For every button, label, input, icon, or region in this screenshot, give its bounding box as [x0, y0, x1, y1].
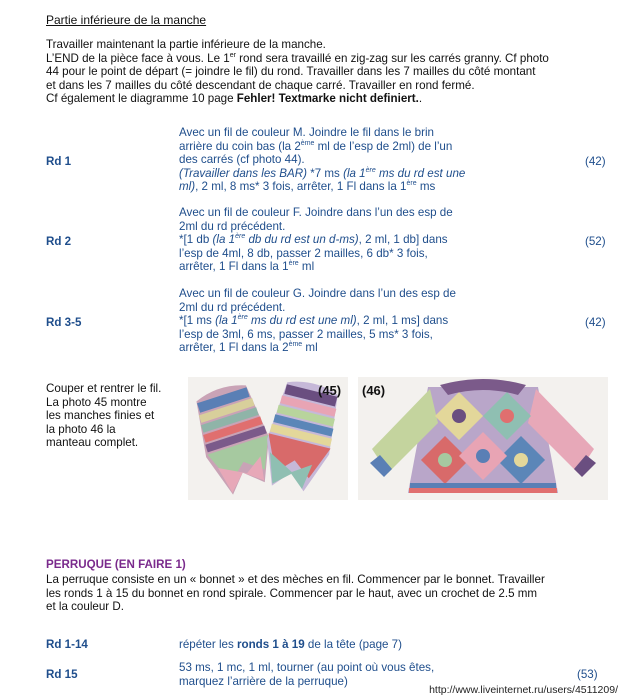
- perruque-paragraph: La perruque consiste en un « bonnet » et des mèches en fil. Commencer par le bonnet. Travailler les ronds 1 à 15 du bonnet en rond spirale. Commencer par le haut, avec un crochet de 2.5 mm et la couleur D.: [46, 573, 545, 614]
- stitch-count: (52): [585, 235, 606, 248]
- intro-line: L’END de la pièce face à vous. Le 1er rond sera travaillé en zig-zag sur les carrés granny. Cf photo: [46, 51, 549, 65]
- round-label: Rd 3-5: [46, 316, 82, 329]
- intro-line: Cf également le diagramme 10 page Fehler! Textmarke nicht definiert..: [46, 92, 423, 106]
- round-label: Rd 2: [46, 235, 72, 248]
- photo-label-46: (46): [362, 383, 386, 398]
- photo-label-45: (45): [318, 383, 342, 398]
- finishing-paragraph: Couper et rentrer le fil. La photo 45 montre les manches finies et la photo 46 la manteau complet.: [46, 382, 162, 450]
- round-instructions: Avec un fil de couleur M. Joindre le fil dans le brin arrière du coin bas (la 2ème ml de l’esp de 2ml) de l’un des carrés (cf photo 44). (Travailler dans les BAR) *7 ms (la 1ère ms du rd est une ml), 2 ml, 8 ms* 3 fois, arrêter, 1 Fl dans la 1ère ms: [179, 126, 466, 194]
- round-instructions: Avec un fil de couleur G. Joindre dans l’un des esp de 2ml du rd précédent. *[1 ms (la 1ère ms du rd est une ml), 2 ml, 1 ms] dans l’esp de 3ml, 6 ms, passer 2 mailles, 5 ms* 3 fois, arrêter, 1 Fl dans la 2ème ml: [179, 287, 456, 355]
- intro-line: Travailler maintenant la partie inférieure de la manche.: [46, 38, 326, 51]
- stitch-count: (53): [577, 668, 598, 681]
- round-label: Rd 1: [46, 155, 72, 168]
- photo-coat: [358, 377, 608, 500]
- round-instructions: Avec un fil de couleur F. Joindre dans l’un des esp de 2ml du rd précédent. *[1 db (la 1ère db du rd est un d-ms), 2 ml, 1 db] dans l’esp de 4ml, 8 db, passer 2 mailles, 6 db* 3 fois, arrêter, 1 Fl dans la 1ère ml: [179, 206, 453, 274]
- coat-illustration: [358, 377, 608, 500]
- intro-line: 44 pour le point de départ (= joindre le fil) du rond. Travailler dans les 7 mailles du côté montant: [46, 65, 536, 79]
- perruque-heading: PERRUQUE (EN FAIRE 1): [46, 558, 186, 571]
- section-title: Partie inférieure de la manche: [46, 13, 207, 27]
- intro-paragraph: [46, 38, 622, 106]
- round-instructions: 53 ms, 1 mc, 1 ml, tourner (au point où vous êtes, marquez l’arrière de la perruque): [179, 661, 435, 688]
- round-instructions: répéter les ronds 1 à 19 de la tête (page 7): [179, 638, 402, 651]
- round-label: Rd 1-14: [46, 638, 88, 651]
- intro-line: et dans les 7 mailles du côté descendant de chaque carré. Travailler en rond fermé.: [46, 78, 475, 92]
- broken-reference: Fehler! Textmarke nicht definiert.: [236, 92, 419, 106]
- stitch-count: (42): [585, 316, 606, 329]
- stitch-count: (42): [585, 155, 606, 168]
- watermark-url: http://www.liveinternet.ru/users/4511209/: [429, 684, 618, 696]
- round-label: Rd 15: [46, 668, 78, 681]
